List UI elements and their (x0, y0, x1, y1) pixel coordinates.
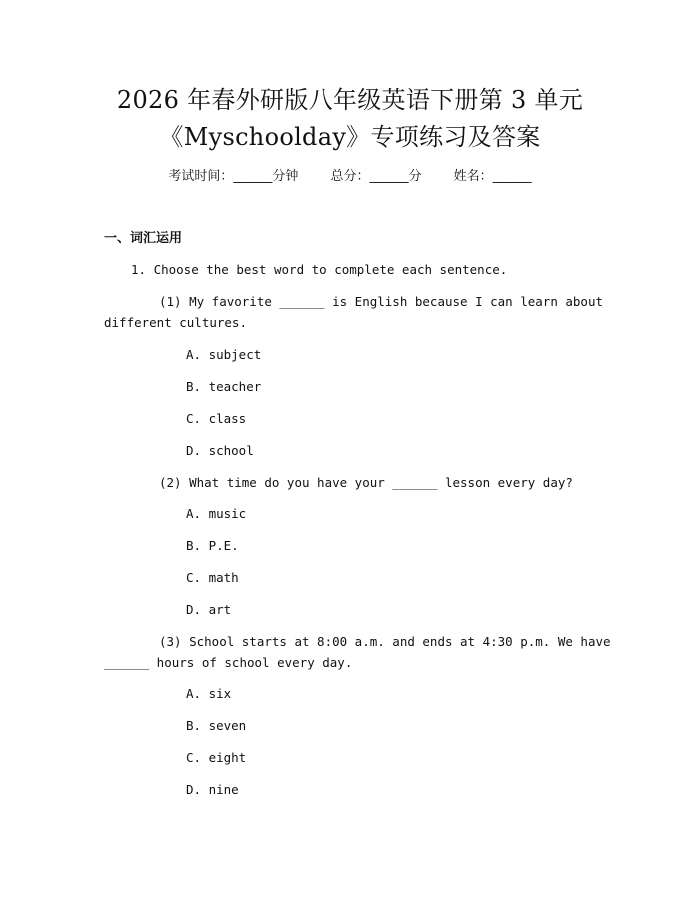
question-item-3-text: (3) School starts at 8:00 a.m. and ends at 4:30 p.m. We have (159, 634, 611, 649)
total-score-field: 总分：______分 (330, 169, 422, 184)
option-item-3-d: D. nine (186, 782, 239, 797)
option-item-1-d: D. school (186, 443, 254, 458)
student-name-field: 姓名：______ (453, 169, 532, 184)
question-instruction: 1. Choose the best word to complete each sentence. (131, 262, 508, 277)
section-heading: 一、词汇运用 (104, 231, 183, 246)
option-item-1-c: C. class (186, 411, 247, 426)
question-item-2-text: (2) What time do you have your ______ lesson every day? (159, 475, 573, 490)
question-item-1-text-cont: different cultures. (104, 315, 247, 330)
exam-time-field: 考试时间：______分钟 (168, 169, 299, 184)
option-item-1-b: B. teacher (186, 379, 262, 394)
option-item-3-a: A. six (186, 686, 232, 701)
exam-info-row (0, 168, 700, 186)
option-item-3-c: C. eight (186, 750, 247, 765)
option-item-2-c: C. math (186, 570, 239, 585)
option-item-1-a: A. subject (186, 347, 262, 362)
page-title-line2: 《Myschoolday》专项练习及答案 (159, 123, 541, 151)
option-item-2-d: D. art (186, 602, 232, 617)
question-item-3-text-cont: ______ hours of school every day. (104, 655, 353, 670)
option-item-2-b: B. P.E. (186, 538, 239, 553)
option-item-3-b: B. seven (186, 718, 247, 733)
question-item-1-text: (1) My favorite ______ is English because I can learn about (159, 294, 604, 309)
page-title-line1: 2026 年春外研版八年级英语下册第 3 单元 (116, 86, 584, 114)
option-item-2-a: A. music (186, 506, 247, 521)
